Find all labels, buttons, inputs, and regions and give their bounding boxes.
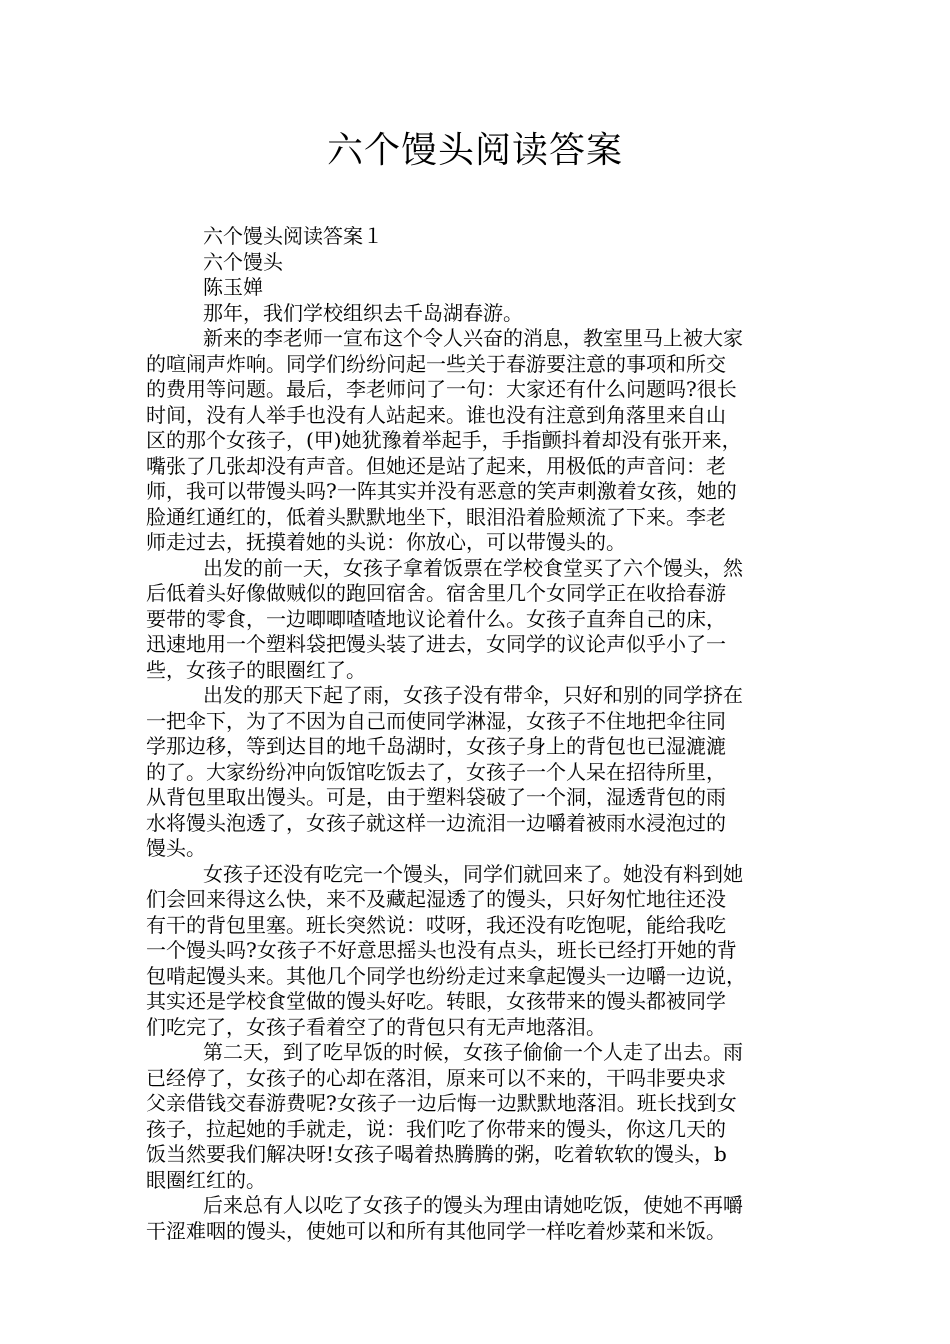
text-line: 要带的零食，一边唧唧喳喳地议论着什么。女孩子直奔自己的床， (146, 606, 726, 631)
text-line: 嘴张了几张却没有声音。但她还是站了起来，用极低的声音问：老 (146, 453, 726, 478)
article-body (146, 224, 812, 1244)
text-line: 馒头。 (146, 836, 206, 860)
text-line: 脸通红通红的，低着头默默地坐下，眼泪沿着脸颊流了下来。李老 (146, 504, 726, 529)
text-line: 出发的前一天，女孩子拿着饭票在学校食堂买了六个馒头，然 (203, 555, 743, 580)
text-line: 已经停了，女孩子的心却在落泪，原来可以不来的，干吗非要央求 (146, 1065, 726, 1090)
text-line: 干涩难咽的馒头，使她可以和所有其他同学一样吃着炒菜和米饭。 (146, 1218, 726, 1243)
text-line: 父亲借钱交春游费呢?女孩子一边后悔一边默默地落泪。班长找到女 (146, 1091, 737, 1115)
text-line: 后低着头好像做贼似的跑回宿舍。宿舍里几个女同学正在收拾春游 (146, 581, 726, 605)
text-line: 一个馒头吗?女孩子不好意思摇头也没有点头，班长已经打开她的背 (146, 938, 737, 962)
text-line: 新来的李老师一宣布这个令人兴奋的消息，教室里马上被大家 (203, 326, 743, 350)
text-line: 的费用等问题。最后，李老师问了一句：大家还有什么问题吗?很长 (146, 377, 737, 401)
text-line: 迅速地用一个塑料袋把馒头装了进去，女同学的议论声似乎小了一 (146, 632, 726, 656)
text-line: 一把伞下，为了不因为自己而使同学淋湿，女孩子不住地把伞往同 (146, 708, 726, 733)
text-line: 包啃起馒头来。其他几个同学也纷纷走过来拿起馒头一边嚼一边说， (146, 963, 746, 988)
text-line: 的了。大家纷纷冲向饭馆吃饭去了，女孩子一个人呆在招待所里， (146, 759, 726, 784)
text-line: 陈玉婵 (203, 275, 263, 299)
text-line: 从背包里取出馒头。可是，由于塑料袋破了一个洞，湿透背包的雨 (146, 785, 726, 809)
text-line: 水将馒头泡透了，女孩子就这样一边流泪一边嚼着被雨水浸泡过的 (146, 810, 726, 835)
text-line: 们会回来得这么快，来不及藏起湿透了的馒头，只好匆忙地往还没 (146, 887, 726, 911)
text-line: 女孩子还没有吃完一个馒头，同学们就回来了。她没有料到她 (203, 861, 743, 886)
text-line: 出发的那天下起了雨，女孩子没有带伞，只好和别的同学挤在 (203, 683, 743, 707)
text-line: 眼圈红红的。 (146, 1167, 266, 1192)
text-line: 第二天，到了吃早饭的时候，女孩子偷偷一个人走了出去。雨 (203, 1040, 743, 1064)
text-line: 师走过去，抚摸着她的头说：你放心，可以带馒头的。 (146, 530, 626, 554)
text-line: 师，我可以带馒头吗?一阵其实并没有恶意的笑声刺激着女孩，她的 (146, 479, 737, 503)
text-line: 后来总有人以吃了女孩子的馒头为理由请她吃饭，使她不再嚼 (203, 1193, 743, 1217)
text-line: 学那边移，等到达目的地千岛湖时，女孩子身上的背包也已湿漉漉 (146, 734, 726, 758)
text-line: 饭当然要我们解决呀!女孩子喝着热腾腾的粥，吃着软软的馒头，b (146, 1142, 727, 1166)
text-line: 时间，没有人举手也没有人站起来。谁也没有注意到角落里来自山 (146, 402, 726, 427)
text-line: 的喧闹声炸响。同学们纷纷问起一些关于春游要注意的事项和所交 (146, 351, 726, 376)
text-line: 些，女孩子的眼圈红了。 (146, 657, 366, 682)
text-line: 孩子，拉起她的手就走，说：我们吃了你带来的馒头，你这几天的 (146, 1116, 726, 1141)
text-line: 有干的背包里塞。班长突然说：哎呀，我还没有吃饱呢，能给我吃 (146, 912, 726, 937)
text-line: 们吃完了，女孩子看着空了的背包只有无声地落泪。 (146, 1014, 606, 1039)
text-line: 其实还是学校食堂做的馒头好吃。转眼，女孩带来的馒头都被同学 (146, 989, 726, 1013)
text-line: 六个馒头阅读答案１ (203, 224, 383, 248)
text-line: 区的那个女孩子，(甲)她犹豫着举起手，手指颤抖着却没有张开来， (146, 428, 742, 452)
text-line: 那年，我们学校组织去千岛湖春游。 (203, 300, 523, 325)
document-title: 六个馒头阅读答案 (326, 130, 623, 171)
text-line: 六个馒头 (203, 249, 283, 274)
